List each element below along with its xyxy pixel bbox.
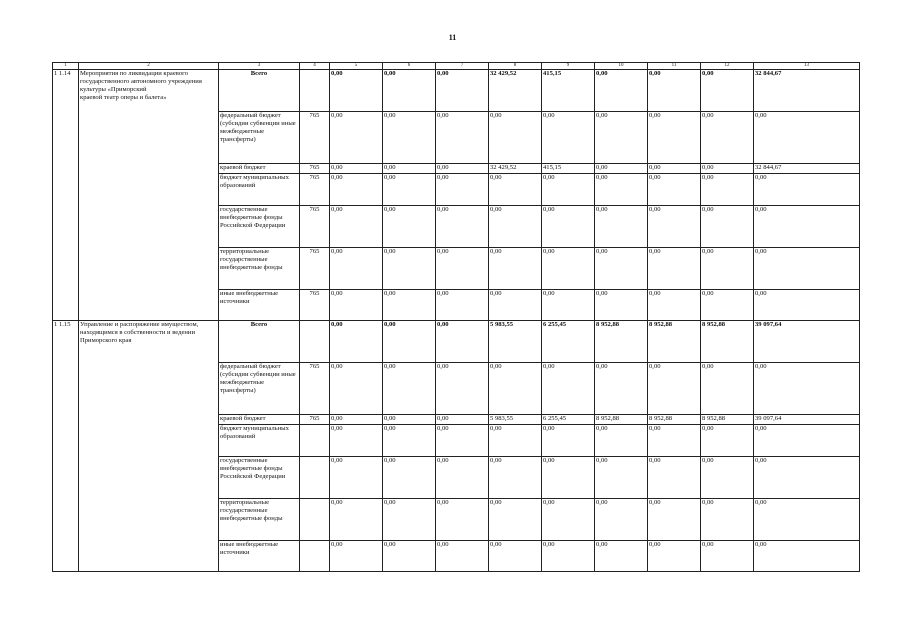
grbs-code: 765 xyxy=(300,206,330,248)
amount-cell: 0,00 xyxy=(383,321,436,363)
amount-cell: 0,00 xyxy=(330,164,383,174)
funding-source: федеральный бюджет (субсидии субвенции иные межбюджетные трансферты) xyxy=(219,363,300,415)
amount-cell: 0,00 xyxy=(330,425,383,457)
amount-cell: 0,00 xyxy=(489,290,542,321)
amount-cell: 0,00 xyxy=(383,425,436,457)
amount-cell: 0,00 xyxy=(648,206,701,248)
entry-name: Управление и распоряжение имуществом, находящимся в собственности и ведении Приморского края xyxy=(79,321,219,572)
amount-cell: 0,00 xyxy=(383,248,436,290)
amount-cell: 0,00 xyxy=(383,457,436,499)
amount-cell: 8 952,88 xyxy=(701,415,754,425)
entry-code: 1 1.15 xyxy=(53,321,79,572)
funding-source: федеральный бюджет (субсидии субвенции иные межбюджетные трансферты) xyxy=(219,112,300,164)
amount-cell: 0,00 xyxy=(436,174,489,206)
amount-cell: 32 844,67 xyxy=(754,164,860,174)
amount-cell: 0,00 xyxy=(489,425,542,457)
amount-cell: 0,00 xyxy=(330,174,383,206)
amount-cell: 0,00 xyxy=(754,290,860,321)
grbs-code xyxy=(300,499,330,541)
amount-cell: 0,00 xyxy=(595,499,648,541)
amount-cell: 0,00 xyxy=(330,248,383,290)
grbs-code: 765 xyxy=(300,290,330,321)
entry-code: 1 1.14 xyxy=(53,70,79,321)
amount-cell: 0,00 xyxy=(436,70,489,112)
amount-cell: 0,00 xyxy=(754,248,860,290)
amount-cell: 0,00 xyxy=(330,290,383,321)
amount-cell: 0,00 xyxy=(383,174,436,206)
amount-cell: 0,00 xyxy=(648,290,701,321)
amount-cell: 0,00 xyxy=(754,499,860,541)
amount-cell: 0,00 xyxy=(648,363,701,415)
amount-cell: 0,00 xyxy=(542,290,595,321)
column-header: 4 xyxy=(300,63,330,70)
amount-cell: 0,00 xyxy=(701,248,754,290)
amount-cell: 5 983,55 xyxy=(489,321,542,363)
amount-cell: 0,00 xyxy=(754,206,860,248)
funding-source: краевой бюджет xyxy=(219,415,300,425)
amount-cell: 0,00 xyxy=(330,363,383,415)
column-header: 3 xyxy=(219,63,300,70)
amount-cell: 0,00 xyxy=(542,248,595,290)
amount-cell: 0,00 xyxy=(330,541,383,572)
amount-cell: 0,00 xyxy=(595,541,648,572)
amount-cell: 0,00 xyxy=(648,425,701,457)
amount-cell: 0,00 xyxy=(383,164,436,174)
amount-cell: 0,00 xyxy=(754,112,860,164)
amount-cell: 0,00 xyxy=(701,206,754,248)
amount-cell: 0,00 xyxy=(436,425,489,457)
amount-cell: 0,00 xyxy=(330,70,383,112)
grbs-code: 765 xyxy=(300,248,330,290)
table-row-total xyxy=(53,70,860,112)
amount-cell: 0,00 xyxy=(542,457,595,499)
amount-cell: 0,00 xyxy=(330,499,383,541)
funding-source: иные внебюджетные источники xyxy=(219,541,300,572)
amount-cell: 415,15 xyxy=(542,164,595,174)
amount-cell: 0,00 xyxy=(489,112,542,164)
amount-cell: 0,00 xyxy=(595,425,648,457)
amount-cell: 0,00 xyxy=(489,499,542,541)
amount-cell: 0,00 xyxy=(648,541,701,572)
amount-cell: 0,00 xyxy=(489,248,542,290)
grbs-code: 765 xyxy=(300,363,330,415)
table-row-total xyxy=(53,321,860,363)
amount-cell: 8 952,88 xyxy=(648,415,701,425)
amount-cell: 0,00 xyxy=(648,174,701,206)
grbs-code xyxy=(300,541,330,572)
funding-source: государственные внебюджетные фонды Российской Федерации xyxy=(219,206,300,248)
funding-source: краевой бюджет xyxy=(219,164,300,174)
amount-cell: 0,00 xyxy=(436,164,489,174)
amount-cell: 0,00 xyxy=(595,290,648,321)
funding-source: государственные внебюджетные фонды Российской Федерации xyxy=(219,457,300,499)
grbs-code xyxy=(300,425,330,457)
grbs-code xyxy=(300,321,330,363)
column-header: 8 xyxy=(489,63,542,70)
column-header: 2 xyxy=(79,63,219,70)
grbs-code: 765 xyxy=(300,164,330,174)
amount-cell: 5 983,55 xyxy=(489,415,542,425)
amount-cell: 0,00 xyxy=(542,363,595,415)
amount-cell: 8 952,88 xyxy=(595,321,648,363)
amount-cell: 0,00 xyxy=(436,363,489,415)
amount-cell: 0,00 xyxy=(330,415,383,425)
amount-cell: 0,00 xyxy=(330,321,383,363)
amount-cell: 0,00 xyxy=(542,541,595,572)
amount-cell: 0,00 xyxy=(595,174,648,206)
amount-cell: 39 097,64 xyxy=(754,415,860,425)
amount-cell: 0,00 xyxy=(383,363,436,415)
amount-cell: 0,00 xyxy=(648,457,701,499)
page-number: 11 xyxy=(448,33,457,42)
amount-cell: 8 952,88 xyxy=(648,321,701,363)
amount-cell: 0,00 xyxy=(436,321,489,363)
amount-cell: 0,00 xyxy=(436,248,489,290)
amount-cell: 0,00 xyxy=(383,415,436,425)
funding-source: территориальные государственные внебюджетные фонды xyxy=(219,499,300,541)
amount-cell: 8 952,88 xyxy=(701,321,754,363)
amount-cell: 0,00 xyxy=(701,112,754,164)
amount-cell: 8 952,88 xyxy=(595,415,648,425)
amount-cell: 0,00 xyxy=(383,112,436,164)
column-header: 10 xyxy=(595,63,648,70)
funding-source: бюджет муниципальных образований xyxy=(219,174,300,206)
amount-cell: 0,00 xyxy=(383,206,436,248)
total-label: Всего xyxy=(219,70,300,112)
budget-table xyxy=(52,62,860,572)
amount-cell: 0,00 xyxy=(754,425,860,457)
amount-cell: 0,00 xyxy=(701,541,754,572)
amount-cell: 0,00 xyxy=(754,363,860,415)
amount-cell: 32 844,67 xyxy=(754,70,860,112)
amount-cell: 0,00 xyxy=(383,290,436,321)
amount-cell: 0,00 xyxy=(489,206,542,248)
amount-cell: 0,00 xyxy=(648,499,701,541)
amount-cell: 0,00 xyxy=(701,457,754,499)
amount-cell: 0,00 xyxy=(701,164,754,174)
total-label: Всего xyxy=(219,321,300,363)
amount-cell: 0,00 xyxy=(436,499,489,541)
amount-cell: 0,00 xyxy=(595,70,648,112)
amount-cell: 0,00 xyxy=(489,363,542,415)
grbs-code xyxy=(300,457,330,499)
amount-cell: 0,00 xyxy=(542,112,595,164)
funding-source: бюджет муниципальных образований xyxy=(219,425,300,457)
amount-cell: 0,00 xyxy=(436,541,489,572)
amount-cell: 0,00 xyxy=(754,174,860,206)
column-header: 11 xyxy=(648,63,701,70)
amount-cell: 0,00 xyxy=(436,457,489,499)
grbs-code: 765 xyxy=(300,415,330,425)
amount-cell: 0,00 xyxy=(489,174,542,206)
amount-cell: 0,00 xyxy=(648,248,701,290)
amount-cell: 6 255,45 xyxy=(542,321,595,363)
column-header: 12 xyxy=(701,63,754,70)
amount-cell: 0,00 xyxy=(701,174,754,206)
funding-source: территориальные государственные внебюджетные фонды xyxy=(219,248,300,290)
amount-cell: 0,00 xyxy=(701,363,754,415)
amount-cell: 0,00 xyxy=(436,206,489,248)
amount-cell: 0,00 xyxy=(542,206,595,248)
amount-cell: 0,00 xyxy=(595,363,648,415)
amount-cell: 0,00 xyxy=(701,70,754,112)
amount-cell: 0,00 xyxy=(595,206,648,248)
amount-cell: 0,00 xyxy=(436,415,489,425)
amount-cell: 0,00 xyxy=(542,174,595,206)
amount-cell: 0,00 xyxy=(383,541,436,572)
amount-cell: 0,00 xyxy=(754,541,860,572)
amount-cell: 0,00 xyxy=(436,112,489,164)
amount-cell: 0,00 xyxy=(489,457,542,499)
column-number-row xyxy=(53,63,860,70)
amount-cell: 0,00 xyxy=(701,290,754,321)
funding-source: иные внебюджетные источники xyxy=(219,290,300,321)
amount-cell: 0,00 xyxy=(595,112,648,164)
amount-cell: 6 255,45 xyxy=(542,415,595,425)
entry-name: Мероприятия по ликвидации краевого государственного автономного учреждения культуры «Приморский краевой театр оперы и балета» xyxy=(79,70,219,321)
column-header: 7 xyxy=(436,63,489,70)
column-header: 1 xyxy=(53,63,79,70)
amount-cell: 0,00 xyxy=(330,112,383,164)
column-header: 5 xyxy=(330,63,383,70)
grbs-code: 765 xyxy=(300,112,330,164)
amount-cell: 32 429,52 xyxy=(489,164,542,174)
amount-cell: 0,00 xyxy=(542,425,595,457)
amount-cell: 0,00 xyxy=(701,425,754,457)
amount-cell: 0,00 xyxy=(542,499,595,541)
amount-cell: 0,00 xyxy=(595,457,648,499)
grbs-code: 765 xyxy=(300,174,330,206)
column-header: 13 xyxy=(754,63,860,70)
amount-cell: 0,00 xyxy=(383,70,436,112)
amount-cell: 0,00 xyxy=(648,164,701,174)
amount-cell: 0,00 xyxy=(754,457,860,499)
amount-cell: 32 429,52 xyxy=(489,70,542,112)
amount-cell: 0,00 xyxy=(330,457,383,499)
amount-cell: 0,00 xyxy=(701,499,754,541)
amount-cell: 0,00 xyxy=(330,206,383,248)
amount-cell: 0,00 xyxy=(595,248,648,290)
amount-cell: 0,00 xyxy=(648,112,701,164)
amount-cell: 0,00 xyxy=(489,541,542,572)
amount-cell: 0,00 xyxy=(648,70,701,112)
amount-cell: 0,00 xyxy=(383,499,436,541)
amount-cell: 415,15 xyxy=(542,70,595,112)
column-header: 9 xyxy=(542,63,595,70)
amount-cell: 0,00 xyxy=(436,290,489,321)
column-header: 6 xyxy=(383,63,436,70)
amount-cell: 0,00 xyxy=(595,164,648,174)
amount-cell: 39 097,64 xyxy=(754,321,860,363)
grbs-code xyxy=(300,70,330,112)
